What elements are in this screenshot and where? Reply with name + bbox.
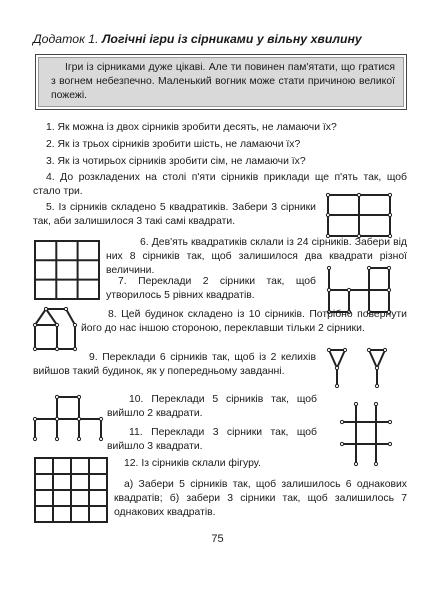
task-12-parts: а) Забери 5 сірників так, щоб залишилось 6 однакових квадратів; б) забери 3 сірники так, щоб залишилось 7 однакових квадратів.: [114, 479, 407, 518]
figure-five-squares: [326, 193, 392, 238]
task-3: 3. Як із чотирьох сірників зробити сім, не ламаючи їх?: [46, 156, 306, 167]
task-12: 12. Із сірників склали фігуру.: [124, 458, 261, 469]
figure-sixteen-squares: [33, 456, 109, 524]
task-10: 10. Переклади 5 сірників так, щоб вийшло 2 квадрати.: [107, 394, 317, 419]
task-6: 6. Дев'ять квадратиків склали із 24 сірників. Забери від них 8 сірників так, щоб залишилося два квадрати різної величини.: [106, 237, 407, 276]
task-7: 7. Переклади 2 сірники так, щоб утворилось 5 рівних квадратів.: [106, 276, 316, 301]
figure-house: [33, 305, 77, 351]
task-4: 4. До розкладених на столі п'яти сірників приклади ще п'ять так, щоб стало три.: [33, 172, 407, 197]
task-9: 9. Переклади 6 сірників так, щоб із 2 келихів вийшов такий будинок, як у попередньому завданні.: [33, 352, 316, 377]
figure-goblets: [327, 348, 391, 388]
figure-nine-squares: [33, 239, 101, 301]
figure-steps: [33, 395, 103, 441]
task-2: 2. Як із трьох сірників зробити шість, не ламаючи їх?: [46, 139, 301, 150]
task-11: 11. Переклади 3 сірники так, щоб вийшло 3 квадрати.: [107, 427, 317, 452]
appendix-label: Додаток 1.: [33, 32, 99, 46]
task-1: 1. Як можна із двох сірників зробити десять, не ламаючи їх?: [46, 122, 337, 133]
warning-box: [35, 54, 407, 110]
task-5: 5. Із сірників складено 5 квадратиків. Забери 3 сірники так, аби залишилося 3 такі самі квадрати.: [33, 202, 316, 227]
appendix-heading: [33, 32, 413, 47]
task-8: 8. Цей будинок складено із 10 сірників. Потрібно повернути його до нас іншою стороною, переклавши тільки 2 сірники.: [81, 309, 407, 334]
figure-matchstick-shape: [327, 266, 391, 314]
appendix-title: Логічні ігри із сірниками у вільну хвилину: [101, 32, 362, 46]
page-number: 75: [211, 533, 224, 545]
warning-text: Ігри із сірниками дуже цікаві. Але ти повинен пам'ятати, що гратися з вогнем небезпечно. Маленький вогник може стати причиною великої пожежі.: [38, 57, 404, 107]
